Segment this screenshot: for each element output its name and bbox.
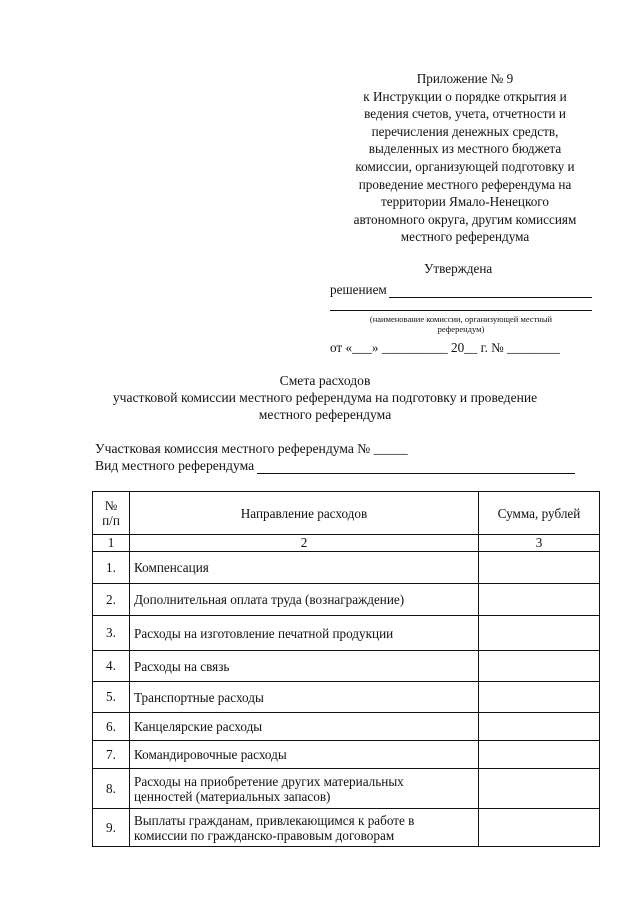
row-name-line: Расходы на изготовление печатной продукции — [134, 625, 394, 641]
row-name — [130, 616, 479, 651]
row-number: 3. — [93, 616, 130, 651]
approval-date-line: от «___» __________ 20__ г. № ________ — [330, 340, 560, 355]
appendix-line: выделенных из местного бюджета — [368, 141, 562, 157]
row-number: 9. — [93, 809, 130, 847]
column-number-row — [93, 535, 600, 552]
expense-table — [92, 491, 600, 847]
row-name-line: Транспортные расходы — [134, 689, 264, 705]
appendix-block — [322, 70, 608, 246]
appendix-line: перечисления денежных средств, — [371, 123, 559, 139]
caption-line: референдум) — [437, 324, 485, 334]
commission-name-caption — [330, 314, 592, 334]
document-subtitle: участковой комиссии местного референдума на подготовку и проведение — [112, 390, 538, 405]
row-name — [130, 769, 479, 809]
header-direction: Направление расходов — [130, 492, 479, 535]
row-name-line: Дополнительная оплата труда (вознаграждение) — [134, 592, 405, 607]
appendix-line: автономного округа, другим комиссиям — [353, 211, 577, 227]
row-amount-cell[interactable] — [479, 713, 600, 741]
column-number: 1 — [93, 535, 130, 552]
row-name-line: Компенсация — [134, 560, 209, 575]
table-row — [93, 552, 600, 584]
column-number: 2 — [130, 535, 479, 552]
table-row — [93, 616, 600, 651]
row-amount-cell[interactable] — [479, 741, 600, 769]
row-number: 8. — [93, 769, 130, 809]
row-amount-cell[interactable] — [479, 584, 600, 616]
table-row — [93, 809, 600, 847]
appendix-line: местного референдума — [400, 229, 530, 245]
table-row — [93, 584, 600, 616]
row-name-line: комиссии по гражданско-правовым договорам — [134, 827, 395, 843]
decision-label: решением — [330, 282, 387, 297]
row-number: 2. — [93, 584, 130, 616]
row-number: 1. — [93, 552, 130, 584]
row-name — [130, 552, 479, 584]
row-name — [130, 651, 479, 682]
table-row — [93, 651, 600, 682]
table-row — [93, 741, 600, 769]
row-name-line: Канцелярские расходы — [134, 719, 263, 734]
row-name — [130, 584, 479, 616]
table-header-row — [93, 492, 600, 535]
row-amount-cell[interactable] — [479, 809, 600, 847]
table-row — [93, 769, 600, 809]
row-amount-cell[interactable] — [479, 651, 600, 682]
document-title: Смета расходов — [279, 373, 371, 388]
row-number: 4. — [93, 651, 130, 682]
column-number: 3 — [479, 535, 600, 552]
row-amount-cell[interactable] — [479, 616, 600, 651]
row-number: 7. — [93, 741, 130, 769]
header-num-line: № — [104, 498, 118, 513]
appendix-line: ведения счетов, учета, отчетности и — [364, 106, 566, 122]
commission-name-line[interactable] — [330, 310, 592, 311]
row-amount-cell[interactable] — [479, 682, 600, 713]
appendix-line: к Инструкции о порядке открытия и — [363, 88, 567, 104]
caption-line: (наименование комиссии, организующей местный — [369, 314, 553, 324]
referendum-type-blank-line[interactable] — [257, 460, 575, 474]
row-name — [130, 713, 479, 741]
header-num — [93, 492, 130, 535]
referendum-type-field — [95, 458, 575, 474]
header-amount: Сумма, рублей — [479, 492, 600, 535]
table-row — [93, 682, 600, 713]
row-name-line: Выплаты гражданам, привлекающимся к работе в — [134, 812, 415, 828]
header-num-line: п/п — [102, 513, 120, 528]
approval-title: Утверждена — [424, 261, 493, 276]
row-name — [130, 809, 479, 847]
row-name-line: Командировочные расходы — [134, 747, 287, 762]
row-name-line: ценностей (материальных запасов) — [134, 788, 331, 804]
appendix-line: комиссии, организующей подготовку и — [355, 158, 575, 174]
document-title-block — [60, 372, 590, 423]
row-name-line: Расходы на связь — [134, 658, 230, 674]
row-name-line: Расходы на приобретение других материальных — [134, 773, 404, 789]
row-name — [130, 741, 479, 769]
document-subtitle: местного референдума — [258, 407, 392, 422]
commission-number-field: Участковая комиссия местного референдума № _____ — [95, 441, 408, 456]
appendix-line: Приложение № 9 — [416, 71, 514, 86]
row-amount-cell[interactable] — [479, 552, 600, 584]
appendix-line: проведение местного референдума на — [358, 176, 572, 192]
row-number: 5. — [93, 682, 130, 713]
row-number: 6. — [93, 713, 130, 741]
table-row — [93, 713, 600, 741]
row-amount-cell[interactable] — [479, 769, 600, 809]
row-name — [130, 682, 479, 713]
referendum-type-label: Вид местного референдума — [95, 458, 255, 473]
decision-blank-line[interactable] — [389, 283, 592, 298]
decision-row — [330, 282, 592, 298]
appendix-line: территории Ямало-Ненецкого — [381, 194, 549, 210]
